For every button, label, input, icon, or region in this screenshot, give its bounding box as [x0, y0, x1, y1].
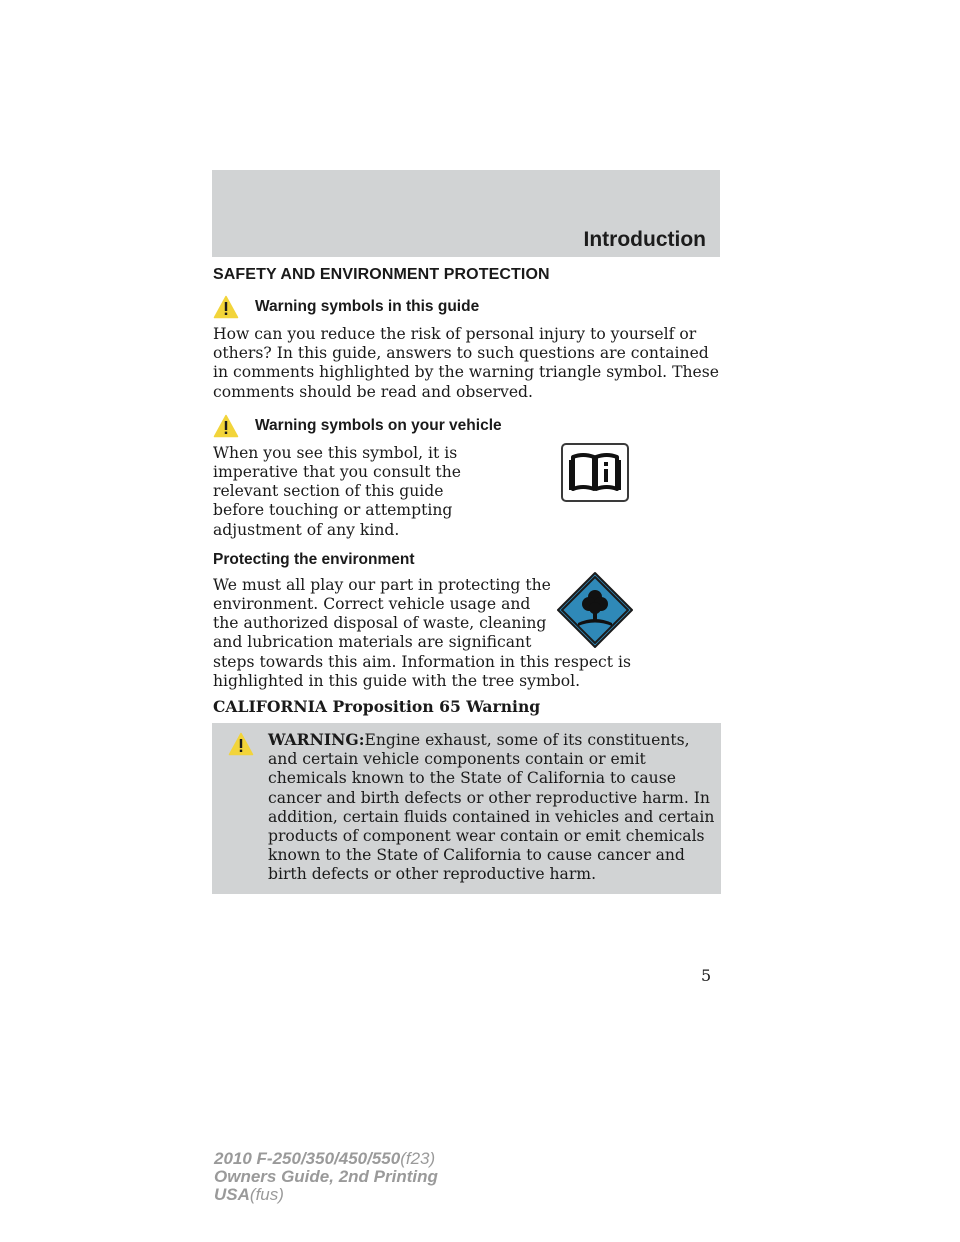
environment-heading: Protecting the environment [213, 550, 415, 568]
owner-manual-book-icon [561, 443, 629, 503]
vehicle-symbols-text: When you see this symbol, it is imperative that you consult the relevant section of this guide before touching or attempting adjustment of any kind. [213, 443, 461, 539]
prop65-warning [218, 730, 715, 885]
vehicle-symbols-heading: Warning symbols on your vehicle [255, 416, 502, 434]
warning-triangle-icon [228, 732, 254, 756]
page-section-title: Introduction [583, 228, 706, 251]
tree-diamond-icon [556, 571, 634, 649]
footer-code: (f23) [400, 1149, 436, 1168]
guide-symbols-text: How can you reduce the risk of personal injury to yourself or others? In this guide, answers to such questions are contained in comments highlighted by the warning triangle symbol. These comments should be read and observed. [213, 325, 719, 401]
footer-market-code: (fus) [249, 1185, 284, 1204]
header-band [212, 170, 720, 257]
prop65-warning-text: Engine exhaust, some of its constituents, and certain vehicle components contain or emit chemicals known to the State of California to cause cancer and birth defects or other reproductive harm. In addition, certain fluids contained in vehicles and certain products of component wear contain or emit chemicals known to the State of California to cause cancer and birth defects or other reproductive harm. [268, 731, 715, 884]
warning-triangle-icon [213, 295, 239, 319]
prop65-warning-box [212, 723, 721, 894]
page-content [213, 266, 721, 894]
footer-model: 2010 F-250/350/450/550 [214, 1149, 401, 1168]
warning-triangle-icon [213, 414, 239, 438]
prop65-warning-label: WARNING: [268, 730, 365, 750]
environment-text: We must all play our part in protecting the environment. Correct vehicle usage and the authorized disposal of waste, cleaning and lubrication materials are significant steps towards this aim. Information in this respect is highlighted in this guide with the tree symbol. [213, 575, 632, 690]
guide-symbols-heading: Warning symbols in this guide [255, 298, 480, 315]
footer [214, 1150, 438, 1204]
footer-guide: Owners Guide, 2nd Printing [214, 1167, 438, 1186]
prop65-heading: CALIFORNIA Proposition 65 Warning [213, 697, 541, 717]
footer-market: USA [214, 1185, 250, 1204]
guide-symbols-heading-row [213, 295, 721, 319]
page-number: 5 [701, 966, 712, 985]
vehicle-symbols-heading-row [213, 414, 721, 438]
section-title: SAFETY AND ENVIRONMENT PROTECTION [213, 266, 550, 283]
